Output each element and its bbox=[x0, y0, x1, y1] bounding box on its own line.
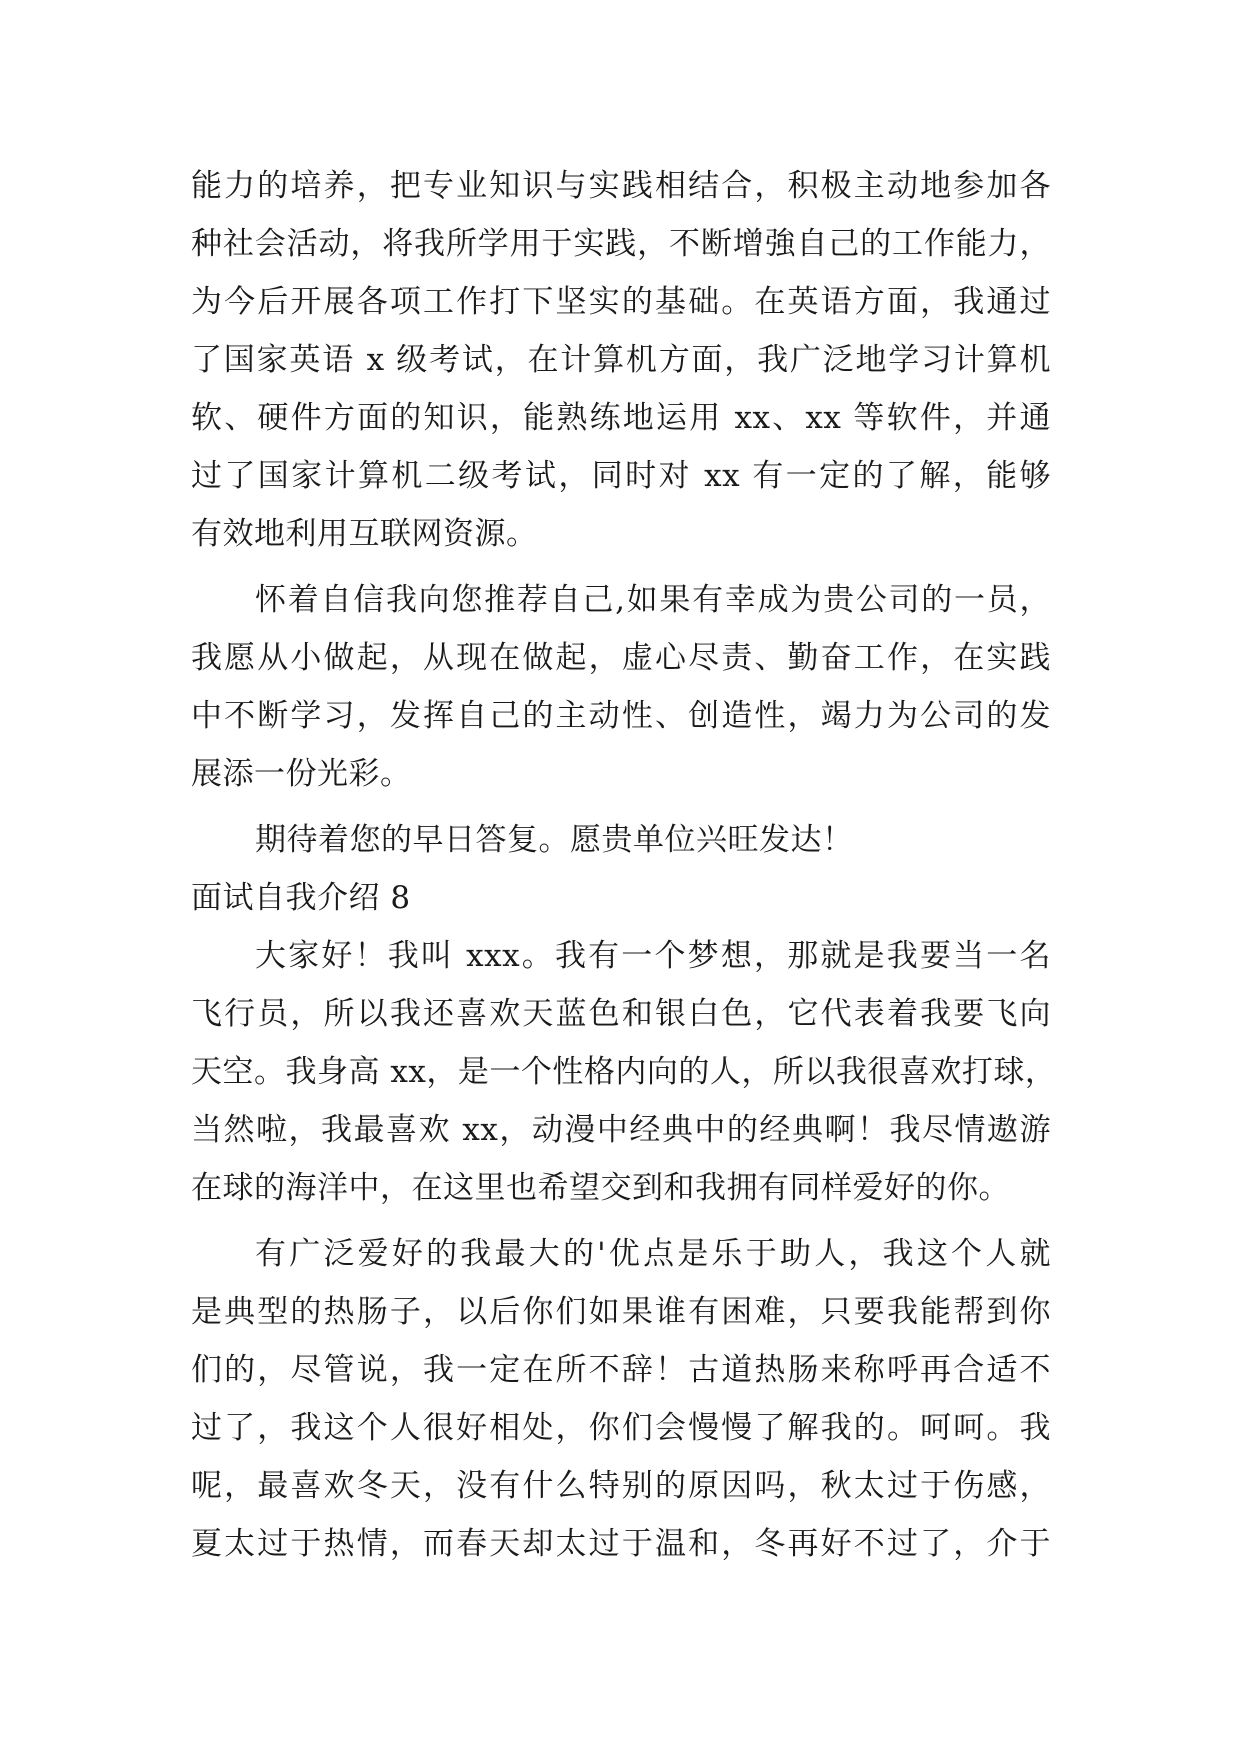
paragraph-hobbies bbox=[191, 1225, 1051, 1573]
text-line: 我愿从小做起，从现在做起，虚心尽责、勤奋工作，在实践 bbox=[191, 640, 1051, 676]
text-line: 们的，尽管说，我一定在所不辞！古道热肠来称呼再合适不 bbox=[191, 1352, 1051, 1388]
text-line: 天空。我身高 xx，是一个性格内向的人，所以我很喜欢打球， bbox=[191, 1054, 1057, 1090]
text-line: 在球的海洋中，在这里也希望交到和我拥有同样爱好的你。 bbox=[191, 1170, 1010, 1206]
section-heading: 面试自我介绍 8 bbox=[191, 880, 411, 916]
text-line: 软、硬件方面的知识，能熟练地运用 xx、xx 等软件，并通 bbox=[191, 400, 1051, 436]
text-line: 能力的培养，把专业知识与实践相结合，积极主动地参加各 bbox=[191, 168, 1051, 204]
text-line: 呢，最喜欢冬天，没有什么特别的原因吗，秋太过于伤感， bbox=[191, 1468, 1051, 1504]
text-line: 是典型的热肠子，以后你们如果谁有困难，只要我能帮到你 bbox=[191, 1294, 1051, 1330]
text-line: 有效地利用互联网资源。 bbox=[191, 516, 538, 552]
text-line: 种社会活动，将我所学用于实践，不断增強自己的工作能力， bbox=[191, 226, 1051, 262]
document-body bbox=[191, 157, 1057, 1573]
text-line: 为今后开展各项工作打下坚实的基础。在英语方面，我通过 bbox=[191, 284, 1051, 320]
paragraph-closing bbox=[191, 811, 1051, 869]
text-line: 展添一份光彩。 bbox=[191, 756, 412, 792]
paragraph-recommendation bbox=[191, 571, 1051, 803]
text-line: 怀着自信我向您推荐自己,如果有幸成为贵公司的一员， bbox=[255, 582, 1051, 618]
paragraph-intro bbox=[191, 927, 1057, 1217]
text-line: 中不断学习，发挥自己的主动性、创造性，竭力为公司的发 bbox=[191, 698, 1051, 734]
text-line: 当然啦，我最喜欢 xx，动漫中经典中的经典啊！我尽情遨游 bbox=[191, 1112, 1051, 1148]
text-line: 大家好！我叫 xxx。我有一个梦想，那就是我要当一名 bbox=[255, 938, 1051, 974]
text-line: 飞行员，所以我还喜欢天蓝色和银白色，它代表着我要飞向 bbox=[191, 996, 1051, 1032]
text-line: 有广泛爱好的我最大的'优点是乐于助人，我这个人就 bbox=[255, 1236, 1051, 1272]
paragraph-skills bbox=[191, 157, 1051, 563]
text-line: 期待着您的早日答复。愿贵单位兴旺发达！ bbox=[255, 822, 854, 858]
text-line: 过了，我这个人很好相处，你们会慢慢了解我的。呵呵。我 bbox=[191, 1410, 1051, 1446]
text-line: 过了国家计算机二级考试，同时对 xx 有一定的了解，能够 bbox=[191, 458, 1051, 494]
text-line: 夏太过于热情，而春天却太过于温和，冬再好不过了，介于 bbox=[191, 1526, 1051, 1562]
text-line: 了国家英语 x 级考试，在计算机方面，我广泛地学习计算机 bbox=[191, 342, 1051, 378]
